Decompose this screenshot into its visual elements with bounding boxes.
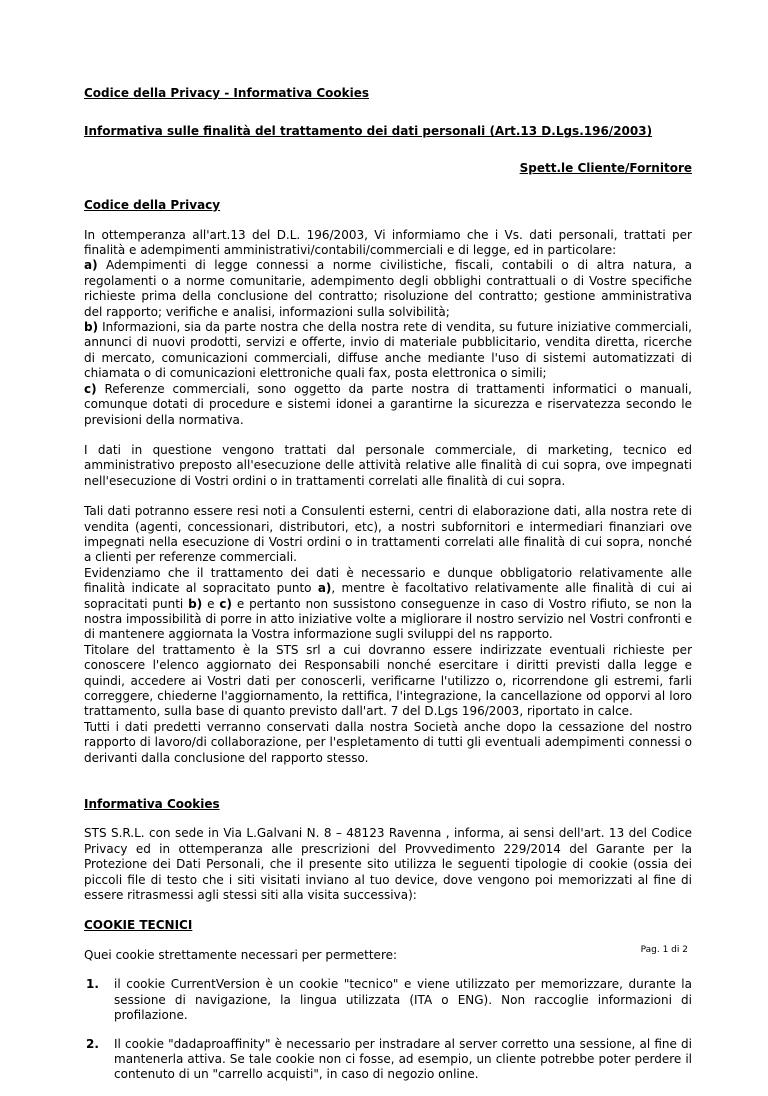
privacy-paragraph: Tali dati potranno essere resi noti a Consulenti esterni, centri di elaborazione dati, alla nostra rete di vendita (agenti, concessionari, distributori, etc), a nostri subfornitori e intermediari finanziari ove impegnati nella esecuzione di Vostri ordini o in trattamenti correlati alle finalità di cui sopra, nonché a clienti per referenze commerciali. Evidenziamo che il trattamento dei dati è necessario e dunque obbligatorio relativamente alle finalità indicate al sopracitato punto a), mentre è facoltativo relativamente alle finalità di cui ai sopracitati punti b) e c) e pertanto non sussistono conseguenze in caso di Vostro rifiuto, se non la nostra impossibilità di porre in atto iniziative volte a migliorare il nostro servizio nel Vostri confronti e di mantenere aggiornata la Vostra informazione sugli sviluppi del ns rapporto. Titolare del trattamento è la STS srl a cui dovranno essere indirizzate eventuali richieste per conoscere l'elenco aggiornato dei Responsabili nonché esercitare i diritti previsti dalla legge e quindi, accedere ai Vostri dati per conoscerli, verificarne l'utilizzo o, ricorrendone gli estremi, farli correggere, chiederne l'aggiornamento, la rettifica, l'integrazione, la cancellazione od opporvi al loro trattamento, sulla base di quanto previsto dall'art. 7 del D.Lgs 196/2003, riportato in calce. Tutti i dati predetti verranno conservati dalla nostra Società anche dopo la cessazione del nostro rapporto di lavoro/di collaborazione, per l'espletamento di tutti gli eventuali adempimenti connessi o derivanti dalla conclusione del rapporto stesso.	[84, 504, 693, 765]
cookies-intro: STS S.R.L. con sede in Via L.Galvani N. 8 – 48123 Ravenna , informa, ai sensi dell'art. 13 del Codice Privacy ed in ottemperanza alle prescrizioni del Provvedimento 229/2014 del Garante per la Protezione dei Dati Personali, che il presente sito utilizza le seguenti tipologie di cookie (ossia dei piccoli file di testo che i siti visitati inviano al tuo device, dove vengono poi memorizzati al fine di essere ritrasmessi agli stessi siti alla visita successiva):	[84, 826, 692, 903]
item-a-label: a)	[84, 258, 98, 273]
section-subheading-technical-cookies: COOKIE TECNICI	[84, 918, 193, 933]
document-page	[84, 86, 692, 1096]
document-subtitle: Informativa sulle finalità del trattamento dei dati personali (Art.13 D.Lgs.196/2003)	[84, 124, 653, 139]
item-a-text: Adempimenti di legge connessi a norme civilistiche, fiscali, contabili o di altra natura, a regolamenti o a norme comunitarie, adempimento degli obblighi contrattuali o di Vostre specifiche richieste prima della conclusione del contratto; risoluzione del contratto; gestione amministrativa del rapporto; verifiche e analisi, informazioni sulla solvibilità;	[84, 258, 692, 319]
section-heading-cookies: Informativa Cookies	[84, 797, 220, 812]
cookie-list	[84, 977, 692, 1082]
section-heading-privacy: Codice della Privacy	[84, 198, 221, 213]
page-number: Pag. 1 di 2	[640, 945, 688, 955]
list-item: 1. il cookie CurrentVersion è un cookie "tecnico" e viene utilizzato per memorizzare, durante la sessione di navigazione, la lingua utilizzata (ITA o ENG). Non raccoglie informazioni di profilazione.	[86, 977, 692, 1023]
privacy-paragraph: I dati in questione vengono trattati dal personale commerciale, di marketing, tecnico ed amministrativo preposto all'esecuzione delle attività relative alle finalità di cui sopra, ove impegnati nell'esecuzione di Vostri ordini o in trattamenti correlati alle finalità di cui sopra.	[84, 442, 692, 488]
item-c-label: c)	[84, 381, 97, 396]
addressee: Spett.le Cliente/Fornitore	[519, 160, 692, 175]
item-c-text: Referenze commerciali, sono oggetto da parte nostra di trattamenti informatici o manuali, comunque dotati di procedure e sistemi idonei a garantirne la sicurezza e riservatezza secondo le previsioni della normativa.	[84, 381, 692, 427]
list-item: 2. Il cookie "dadaproaffinity" è necessario per instradare al server corretto una sessione, al fine di mantenerla attiva. Se tale cookie non ci fosse, ad esempio, un cliente potrebbe poter perdere il contenuto di un "carrello acquisti", in caso di negozio online.	[86, 1036, 692, 1082]
privacy-intro: In ottemperanza all'art.13 del D.L. 196/2003, Vi informiamo che i Vs. dati personali, trattati per finalità e adempimenti amministrativi/contabili/commerciali e di legge, ed in particolare: a) Adempimenti di legge connessi a norme civilistiche, fiscali, contabili o di altra natura, a regolamenti o a norme comunitarie, adempimento degli obblighi contrattuali o di Vostre specifiche richieste prima della conclusione del contratto; risoluzione del contratto; gestione amministrativa del rapporto; verifiche e analisi, informazioni sulla solvibilità; b) Informazioni, sia da parte nostra che della nostra rete di vendita, su future iniziative commerciali, annunci di nuovi prodotti, servizi e offerte, invio di materiale pubblicitario, vendita diretta, ricerche di mercato, comunicazioni commerciali, diffuse anche mediante l'uso di sistemi automatizzati di chiamata o di comunicazioni elettroniche quali fax, posta elettronica o simili; c) Referenze commerciali, sono oggetto da parte nostra di trattamenti informatici o manuali, comunque dotati di procedure e sistemi idonei a garantirne la sicurezza e riservatezza secondo le previsioni della normativa.	[84, 227, 692, 427]
item-b-label: b)	[84, 320, 99, 335]
technical-cookies-intro: Quei cookie strettamente necessari per permettere:	[84, 947, 398, 962]
document-title: Codice della Privacy - Informativa Cookies	[84, 86, 370, 100]
item-b-text: Informazioni, sia da parte nostra che della nostra rete di vendita, su future iniziative commerciali, annunci di nuovi prodotti, servizi e offerte, invio di materiale pubblicitario, vendita diretta, ricerche di mercato, comunicazioni commerciali, diffuse anche mediante l'uso di sistemi automatizzati di chiamata o di comunicazioni elettroniche quali fax, posta elettronica o simili;	[84, 320, 692, 381]
